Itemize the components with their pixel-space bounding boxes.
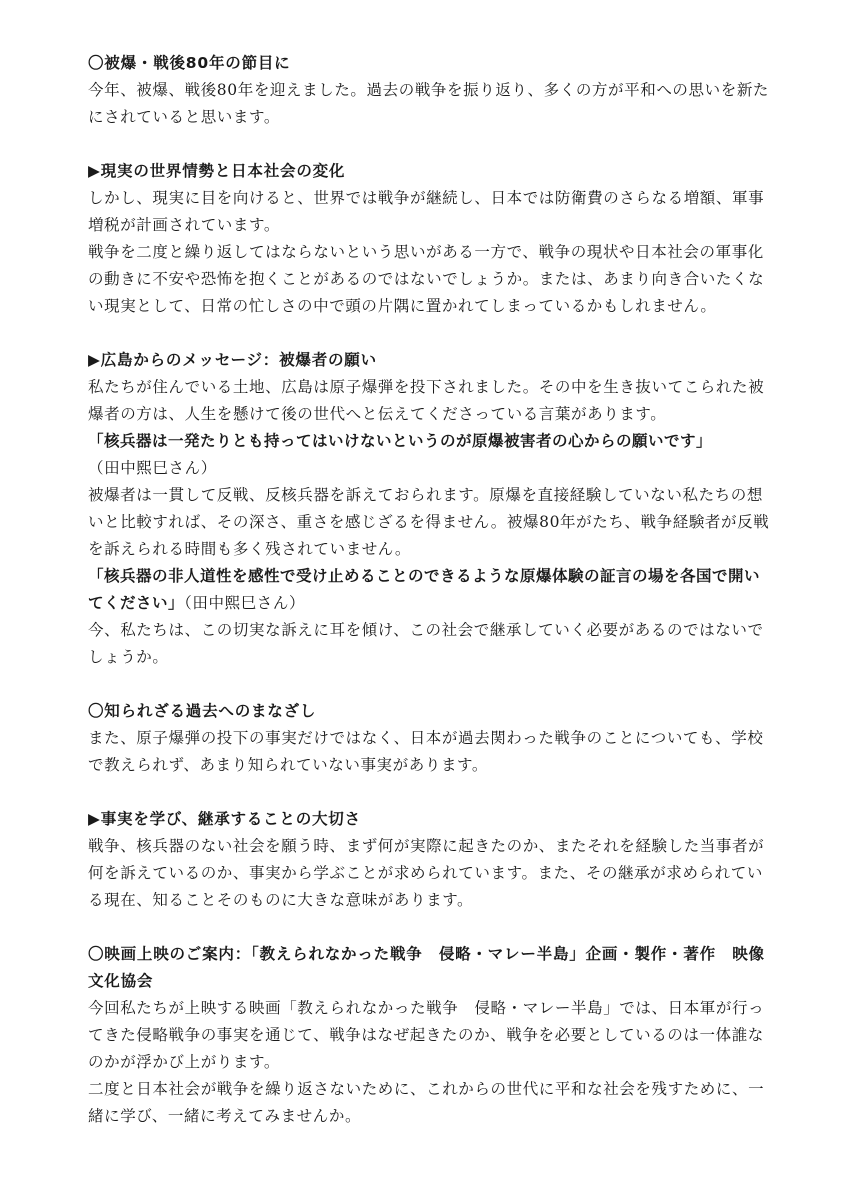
survivor-quote: 「核兵器の非人道性を感性で受け止めることのできるような原爆体験の証言の場を各国で開いてください」 xyxy=(88,567,761,612)
paragraph: 二度と日本社会が戦争を繰り返さないために、これからの世代に平和な社会を残すために、一緒に学び、一緒に考えてみませんか。 xyxy=(88,1080,765,1125)
section-80th-anniversary xyxy=(88,50,774,131)
section-heading: 〇被爆・戦後80年の節目に xyxy=(88,54,291,72)
section-film-screening xyxy=(88,941,774,1130)
survivor-quote: 「核兵器は一発たりとも持ってはいけないというのが原爆被害者の心からの願いです」 xyxy=(88,432,713,450)
paragraph: 戦争、核兵器のない社会を願う時、まず何が実際に起きたのか、またそれを経験した当事者が何を訴えているのか、事実から学ぶことが求められています。また、その継承が求められている現在、知ることそのものに大きな意味があります。 xyxy=(88,837,765,909)
paragraph: 今回私たちが上映する映画「教えられなかった戦争 侵略・マレー半島」では、日本軍が行ってきた侵略戦争の事実を通じて、戦争はなぜ起きたのか、戦争を必要としているのは一体誰なのかが浮かび上がります。 xyxy=(88,999,765,1071)
section-heading: ▶事実を学び、継承することの大切さ xyxy=(88,810,361,828)
quote-attribution: （田中熙巳さん） xyxy=(184,594,306,612)
quote-paragraph xyxy=(88,428,774,482)
paragraph: 戦争を二度と繰り返してはならないという思いがある一方で、戦争の現状や日本社会の軍事化の動きに不安や恐怖を抱くことがあるのではないでしょうか。または、あまり向き合いたくない現実として、日常の忙しさの中で頭の片隅に置かれてしまっているかもしれません。 xyxy=(88,243,765,315)
section-heading: 〇映画上映のご案内：「教えられなかった戦争 侵略・マレー半島」企画・製作・著作 映像文化協会 xyxy=(88,945,765,990)
section-world-situation xyxy=(88,158,774,320)
paragraph: 私たちが住んでいる土地、広島は原子爆弾を投下されました。その中を生き抜いてこられた被爆者の方は、人生を懸けて後の世代へと伝えてくださっている言葉があります。 xyxy=(88,378,765,423)
quote-paragraph xyxy=(88,563,774,617)
section-hiroshima-message xyxy=(88,347,774,671)
section-heading: ▶現実の世界情勢と日本社会の変化 xyxy=(88,162,346,180)
paragraph: しかし、現実に目を向けると、世界では戦争が継続し、日本では防衛費のさらなる増額、軍事増税が計画されています。 xyxy=(88,189,765,234)
section-heading: 〇知られざる過去へのまなざし xyxy=(88,702,317,720)
section-unknown-past xyxy=(88,698,774,779)
paragraph: また、原子爆弾の投下の事実だけではなく、日本が過去関わった戦争のことについても、学校で教えられず、あまり知られていない事実があります。 xyxy=(88,729,764,774)
paragraph: 被爆者は一貫して反戦、反核兵器を訴えておられます。原爆を直接経験していない私たちの想いと比較すれば、その深さ、重さを感じざるを得ません。被爆80年がたち、戦争経験者が反戦を訴えられる時間も多く残されていません。 xyxy=(88,486,770,558)
paragraph: 今年、被爆、戦後80年を迎えました。過去の戦争を振り返り、多くの方が平和への思いを新たにされていると思います。 xyxy=(88,81,770,126)
section-learning-facts xyxy=(88,806,774,914)
paragraph: 今、私たちは、この切実な訴えに耳を傾け、この社会で継承していく必要があるのではないでしょうか。 xyxy=(88,621,764,666)
quote-attribution: （田中熙巳さん） xyxy=(88,459,217,477)
section-heading: ▶広島からのメッセージ：被爆者の願い xyxy=(88,351,377,369)
document-page xyxy=(88,50,774,1130)
